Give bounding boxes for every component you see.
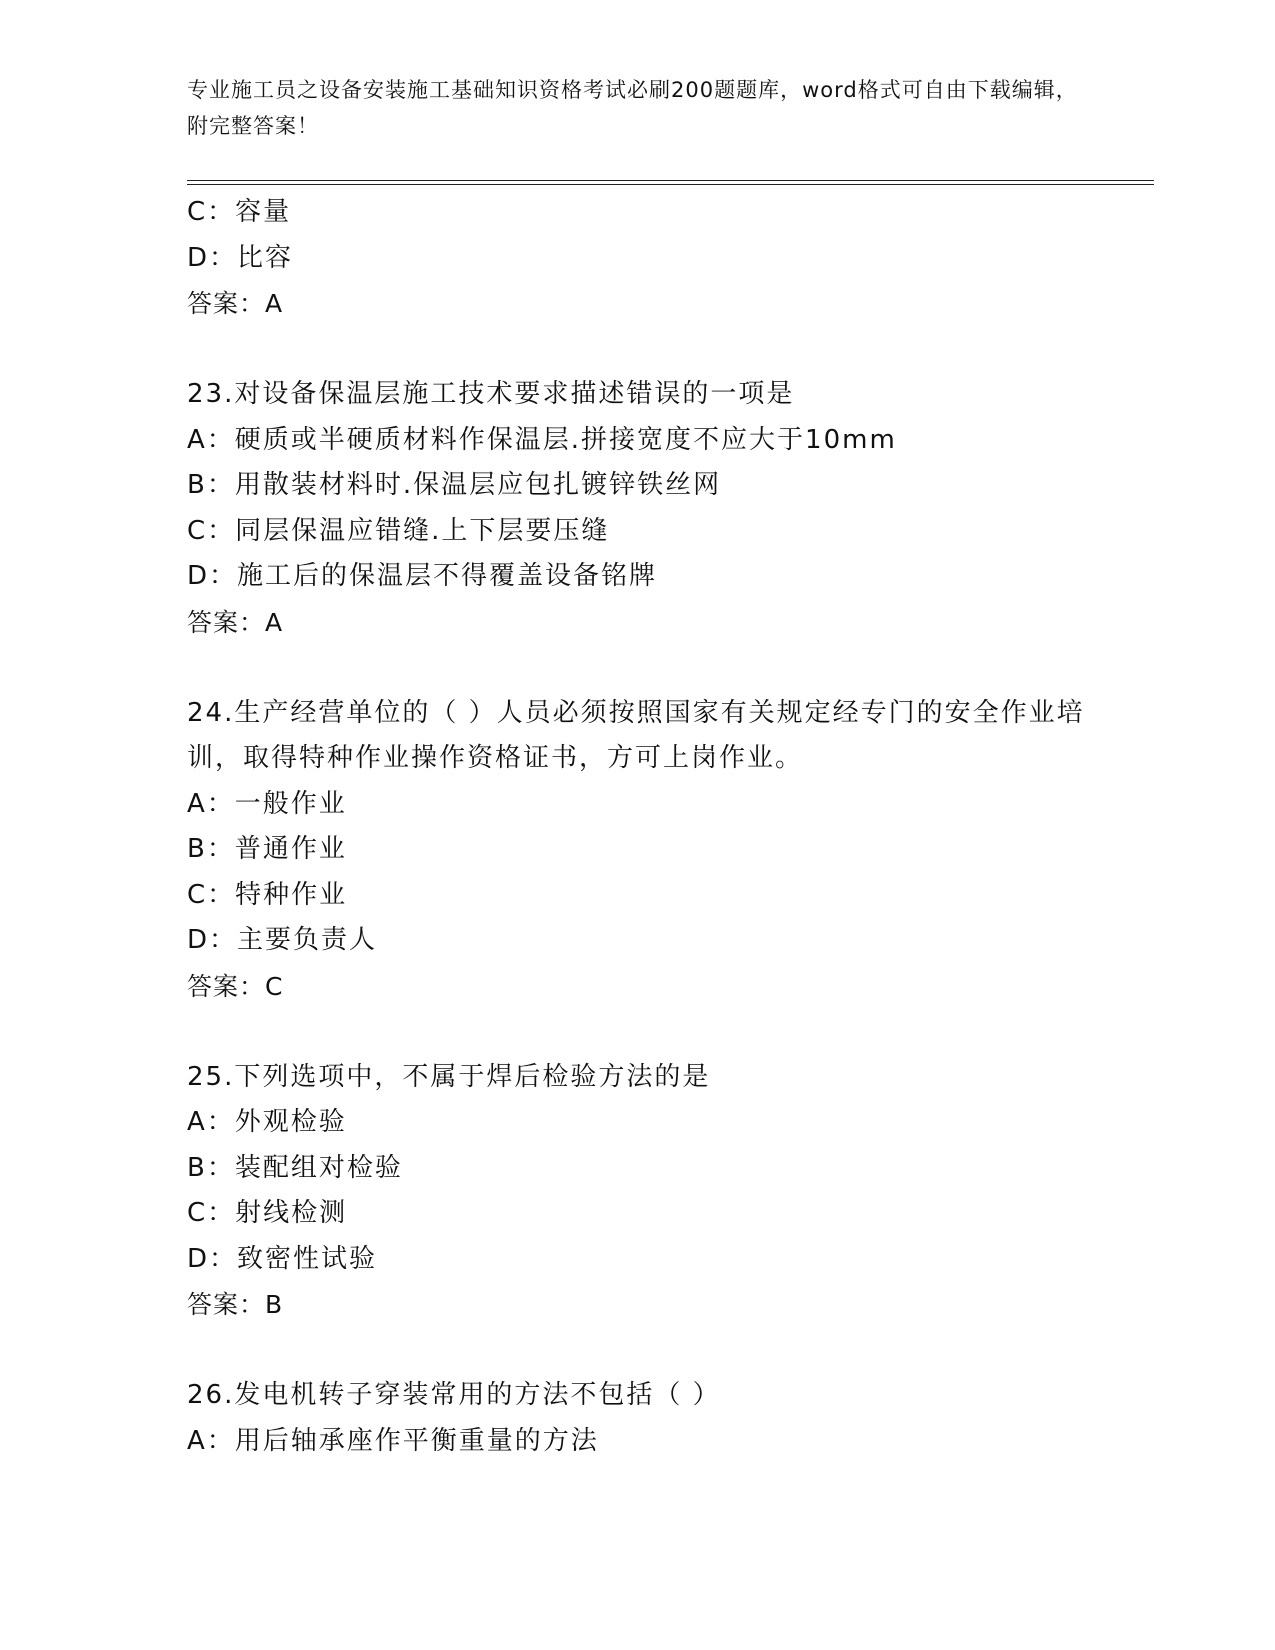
spacer [187, 645, 1087, 691]
answer: 答案：B [187, 1290, 284, 1319]
option-d: D：比容 [187, 242, 294, 273]
question-26 [187, 1373, 1087, 1464]
document-title: 专业施工员之设备安装施工基础知识资格考试必刷200题题库，word格式可自由下载编辑，附完整答案！ [187, 78, 1078, 138]
option-c: C：同层保温应错缝.上下层要压缝 [187, 515, 610, 546]
option-b: B：装配组对检验 [187, 1152, 403, 1183]
option-d: D：施工后的保温层不得覆盖设备铭牌 [187, 561, 658, 591]
answer: 答案：A [187, 607, 284, 637]
option-c: C：特种作业 [187, 879, 348, 910]
spacer [187, 1009, 1087, 1055]
document-header [187, 72, 1087, 144]
question-fragment [187, 190, 1087, 327]
question-list [187, 190, 1087, 1464]
question-text: 23.对设备保温层施工技术要求描述错误的一项是 [187, 379, 795, 409]
option-a: A：一般作业 [187, 788, 347, 819]
question-text: 25.下列选项中，不属于焊后检验方法的是 [187, 1061, 711, 1092]
question-text: 24.生产经营单位的（ ）人员必须按照国家有关规定经专门的安全作业培训，取得特种作业操作资格证书，方可上岗作业。 [187, 697, 1085, 773]
option-a: A：外观检验 [187, 1107, 347, 1137]
question-text: 26.发电机转子穿装常用的方法不包括（ ） [187, 1380, 721, 1410]
spacer [187, 1328, 1087, 1374]
option-a: A：硬质或半硬质材料作保温层.拼接宽度不应大于10mm [187, 424, 897, 455]
header-divider [187, 180, 1154, 185]
option-d: D：致密性试验 [187, 1243, 378, 1274]
option-c: C：容量 [187, 197, 292, 227]
option-b: B：普通作业 [187, 834, 347, 864]
option-a: A：用后轴承座作平衡重量的方法 [187, 1425, 599, 1456]
question-25 [187, 1055, 1087, 1328]
question-24 [187, 691, 1087, 1010]
option-d: D：主要负责人 [187, 925, 378, 955]
option-c: C：射线检测 [187, 1198, 348, 1228]
question-23 [187, 372, 1087, 645]
answer: 答案：C [187, 971, 284, 1001]
option-b: B：用散装材料时.保温层应包扎镀锌铁丝网 [187, 470, 722, 500]
answer: 答案：A [187, 289, 284, 318]
spacer [187, 327, 1087, 373]
